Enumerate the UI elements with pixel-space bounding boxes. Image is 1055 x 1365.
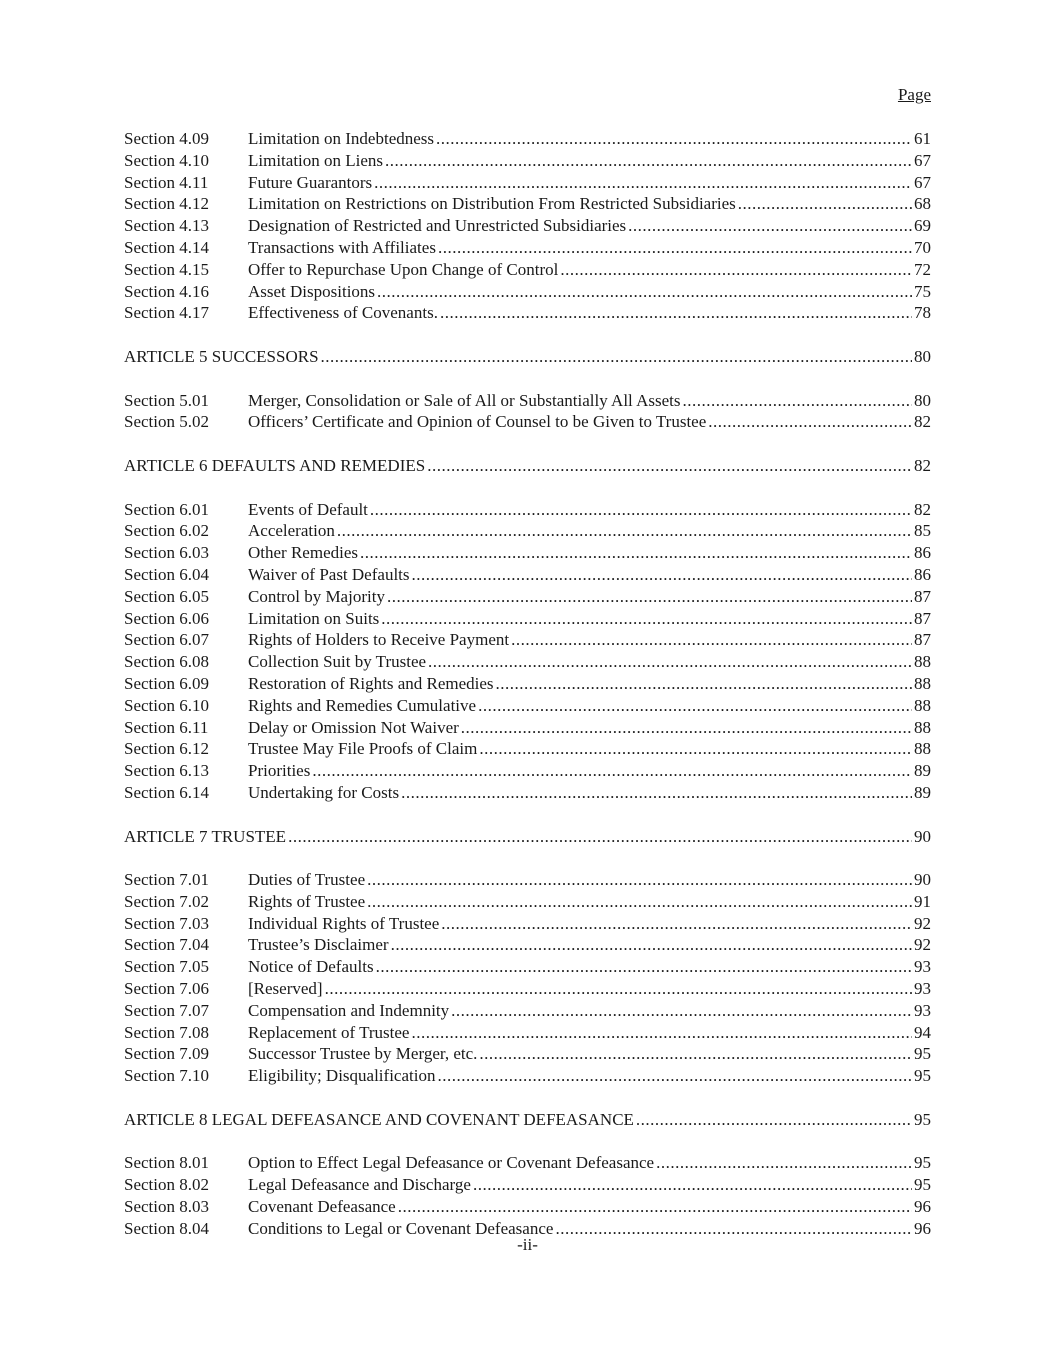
dot-leader — [496, 673, 912, 695]
section-number: Section 4.11 — [124, 172, 209, 192]
section-number: Section 8.02 — [124, 1175, 209, 1195]
dot-leader — [321, 346, 912, 368]
section-number: Section 7.03 — [124, 913, 209, 933]
dot-leader — [636, 1109, 912, 1131]
toc-section-row — [124, 978, 931, 1000]
toc-section-row — [124, 586, 931, 608]
dot-leader — [441, 913, 912, 935]
toc-section-row — [124, 1065, 931, 1087]
dot-leader — [401, 782, 912, 804]
page-number: -ii- — [517, 1235, 538, 1254]
toc-section-row — [124, 934, 931, 956]
page-column-header: Page — [897, 85, 931, 104]
section-number: Section 6.10 — [124, 695, 209, 715]
page-ref: 91 — [914, 891, 931, 911]
toc-section-row — [124, 782, 931, 804]
toc-section-row — [124, 1043, 931, 1065]
section-number: Section 5.02 — [124, 412, 209, 432]
section-number: Section 4.10 — [124, 150, 209, 170]
page-ref: 80 — [914, 346, 931, 366]
page-ref: 87 — [914, 630, 931, 650]
section-title: Future Guarantors — [248, 172, 373, 192]
section-number: Section 4.16 — [124, 281, 209, 301]
section-title: Undertaking for Costs — [248, 782, 400, 802]
section-title: Waiver of Past Defaults — [248, 564, 410, 584]
section-title: Delay or Omission Not Waiver — [248, 717, 459, 737]
section-title: Option to Effect Legal Defeasance or Covenant Defeasance — [248, 1153, 655, 1173]
dot-leader — [370, 499, 912, 521]
dot-leader — [374, 172, 912, 194]
toc-section-row — [124, 150, 931, 172]
toc-section-row — [124, 891, 931, 913]
toc-section-row — [124, 564, 931, 586]
page-ref: 80 — [914, 390, 931, 410]
toc-section-row — [124, 281, 931, 303]
section-number: Section 6.08 — [124, 652, 209, 672]
toc-section-row — [124, 760, 931, 782]
section-number: Section 6.03 — [124, 543, 209, 563]
section-title: Duties of Trustee — [248, 870, 366, 890]
section-title: Trustee May File Proofs of Claim — [248, 739, 478, 759]
toc-section-row — [124, 695, 931, 717]
section-number: Section 5.01 — [124, 390, 209, 410]
toc-section-row — [124, 738, 931, 760]
section-number: Section 4.17 — [124, 303, 209, 323]
dot-leader — [367, 869, 912, 891]
dot-leader — [560, 259, 912, 281]
section-number: Section 4.12 — [124, 194, 209, 214]
section-title: Limitation on Indebtedness — [248, 129, 435, 148]
section-number: Section 7.05 — [124, 957, 209, 977]
section-number: Section 8.01 — [124, 1153, 209, 1173]
article-title: ARTICLE 8 LEGAL DEFEASANCE AND COVENANT DEFEASANCE — [124, 1109, 634, 1129]
page-ref: 90 — [914, 870, 931, 890]
section-title: Designation of Restricted and Unrestricted Subsidiaries — [248, 216, 627, 236]
toc-section-row — [124, 717, 931, 739]
section-title: Acceleration — [248, 521, 335, 541]
page-ref: 82 — [914, 455, 931, 475]
page-ref: 93 — [914, 957, 931, 977]
article-title: ARTICLE 7 TRUSTEE — [124, 826, 287, 846]
dot-leader — [337, 520, 912, 542]
section-number: Section 6.06 — [124, 608, 209, 628]
toc-section-row — [124, 1022, 931, 1044]
page-ref: 67 — [914, 150, 931, 170]
section-number: Section 4.09 — [124, 129, 209, 148]
section-number: Section 6.13 — [124, 761, 209, 781]
toc-section-row — [124, 1000, 931, 1022]
section-number: Section 8.03 — [124, 1197, 209, 1217]
page-ref: 67 — [914, 172, 931, 192]
section-number: Section 7.04 — [124, 935, 209, 955]
dot-leader — [628, 215, 912, 237]
dot-leader — [391, 934, 912, 956]
section-number: Section 6.01 — [124, 499, 209, 519]
section-title: Merger, Consolidation or Sale of All or Substantially All Assets — [248, 390, 681, 410]
dot-leader — [398, 1196, 912, 1218]
section-title: Restoration of Rights and Remedies — [248, 673, 494, 693]
section-number: Section 6.07 — [124, 630, 209, 650]
toc-section-row — [124, 1174, 931, 1196]
section-number: Section 6.05 — [124, 586, 209, 606]
toc-section-row — [124, 608, 931, 630]
section-title: Replacement of Trustee — [248, 1022, 410, 1042]
toc-section-row — [124, 1196, 931, 1218]
section-title: Legal Defeasance and Discharge — [248, 1175, 471, 1195]
toc-section-row — [124, 259, 931, 281]
dot-leader — [438, 237, 912, 259]
section-title: Offer to Repurchase Upon Change of Control — [248, 259, 559, 279]
section-title: Collection Suit by Trustee — [248, 652, 427, 672]
section-title: Limitation on Suits — [248, 608, 380, 628]
dot-leader — [479, 738, 912, 760]
page-ref: 88 — [914, 717, 931, 737]
toc-section-row — [124, 499, 931, 521]
section-title: Priorities — [248, 761, 311, 781]
section-title: Other Remedies — [248, 543, 358, 563]
page-ref: 93 — [914, 1000, 931, 1020]
section-title: Trustee’s Disclaimer — [248, 935, 389, 955]
page-ref: 78 — [914, 303, 931, 323]
section-title: Transactions with Affiliates — [248, 237, 436, 257]
dot-leader — [451, 1000, 912, 1022]
dot-leader — [478, 695, 912, 717]
toc-section-row — [124, 411, 931, 433]
page-ref: 88 — [914, 673, 931, 693]
page-ref: 95 — [914, 1066, 931, 1086]
page-ref: 85 — [914, 521, 931, 541]
dot-leader — [511, 629, 912, 651]
toc-section-row — [124, 215, 931, 237]
dot-leader — [325, 978, 912, 1000]
dot-leader — [385, 150, 912, 172]
toc-section-row — [124, 956, 931, 978]
page-ref: 70 — [914, 237, 931, 257]
section-number: Section 6.02 — [124, 521, 209, 541]
toc-article-row — [124, 1109, 931, 1131]
dot-leader — [387, 586, 912, 608]
page-ref: 95 — [914, 1109, 931, 1129]
page-ref: 82 — [914, 499, 931, 519]
page-ref: 75 — [914, 281, 931, 301]
page-ref: 86 — [914, 543, 931, 563]
toc-section-row — [124, 1152, 931, 1174]
toc-section-row — [124, 237, 931, 259]
dot-leader — [427, 455, 912, 477]
page-ref: 95 — [914, 1175, 931, 1195]
article-title: ARTICLE 5 SUCCESSORS — [124, 346, 319, 366]
section-number: Section 6.04 — [124, 564, 209, 584]
section-number: Section 7.01 — [124, 870, 209, 890]
section-number: Section 4.13 — [124, 216, 209, 236]
section-number: Section 7.07 — [124, 1000, 209, 1020]
dot-leader — [412, 564, 913, 586]
section-title: Eligibility; Disqualification — [248, 1066, 436, 1086]
section-number: Section 6.11 — [124, 717, 209, 737]
toc-section-row — [124, 172, 931, 194]
page-ref: 88 — [914, 652, 931, 672]
dot-leader — [360, 542, 912, 564]
toc-section-row — [124, 913, 931, 935]
page-ref: 95 — [914, 1153, 931, 1173]
section-number: Section 7.10 — [124, 1066, 209, 1086]
dot-leader — [708, 411, 912, 433]
toc-section-row — [124, 520, 931, 542]
article-title: ARTICLE 6 DEFAULTS AND REMEDIES — [124, 455, 426, 475]
section-title: Conditions to Legal or Covenant Defeasance — [248, 1218, 554, 1238]
section-number: Section 7.06 — [124, 979, 209, 999]
toc-section-row — [124, 673, 931, 695]
page-ref: 72 — [914, 259, 931, 279]
section-title: Rights of Holders to Receive Payment — [248, 630, 510, 650]
toc-section-row — [124, 390, 931, 412]
dot-leader — [428, 651, 912, 673]
page-ref: 69 — [914, 216, 931, 236]
section-title: Rights and Remedies Cumulative — [248, 695, 477, 715]
toc-section-row — [124, 302, 931, 324]
dot-leader — [376, 956, 912, 978]
toc-section-row — [124, 128, 931, 150]
section-title: Compensation and Indemnity — [248, 1000, 450, 1020]
dot-leader — [436, 128, 912, 150]
toc-article-row — [124, 346, 931, 368]
dot-leader — [437, 1065, 912, 1087]
page-ref: 88 — [914, 695, 931, 715]
section-number: Section 7.08 — [124, 1022, 209, 1042]
page-ref: 95 — [914, 1044, 931, 1064]
dot-leader — [479, 1043, 912, 1065]
dot-leader — [288, 826, 912, 848]
section-title: Officers’ Certificate and Opinion of Counsel to be Given to Trustee — [248, 412, 707, 432]
section-number: Section 4.14 — [124, 237, 209, 257]
dot-leader — [367, 891, 912, 913]
section-number: Section 7.02 — [124, 891, 209, 911]
page-ref: 89 — [914, 782, 931, 802]
dot-leader — [473, 1174, 912, 1196]
section-title: Covenant Defeasance — [248, 1197, 396, 1217]
page-ref: 88 — [914, 739, 931, 759]
dot-leader — [461, 717, 912, 739]
dot-leader — [683, 390, 913, 412]
page-ref: 96 — [914, 1197, 931, 1217]
section-title: Control by Majority — [248, 586, 385, 606]
page-ref: 93 — [914, 979, 931, 999]
page-ref: 86 — [914, 564, 931, 584]
dot-leader — [656, 1152, 912, 1174]
toc-section-row — [124, 869, 931, 891]
toc-article-row — [124, 455, 931, 477]
page-ref: 94 — [914, 1022, 931, 1042]
section-number: Section 8.04 — [124, 1218, 209, 1238]
section-title: Limitation on Liens — [248, 150, 384, 170]
page-ref: 92 — [914, 913, 931, 933]
section-number: Section 6.12 — [124, 739, 209, 759]
section-title: Asset Dispositions — [248, 281, 376, 301]
section-title: Successor Trustee by Merger, etc. — [248, 1044, 478, 1064]
dot-leader — [738, 193, 912, 215]
toc-section-row — [124, 651, 931, 673]
section-title: Individual Rights of Trustee — [248, 913, 440, 933]
page-ref: 90 — [914, 826, 931, 846]
toc-article-row — [124, 826, 931, 848]
section-number: Section 6.09 — [124, 673, 209, 693]
page-ref: 82 — [914, 412, 931, 432]
dot-leader — [411, 1022, 912, 1044]
page-ref: 87 — [914, 608, 931, 628]
table-of-contents — [124, 128, 931, 1240]
section-number: Section 6.14 — [124, 782, 209, 802]
section-number: Section 7.09 — [124, 1044, 209, 1064]
toc-section-row — [124, 629, 931, 651]
dot-leader — [377, 281, 912, 303]
toc-section-row — [124, 193, 931, 215]
page-ref: 87 — [914, 586, 931, 606]
page-ref: 68 — [914, 194, 931, 214]
section-title: Rights of Trustee — [248, 891, 366, 911]
section-title: [Reserved] — [248, 979, 323, 999]
section-title: Events of Default — [248, 499, 368, 519]
page-ref: 89 — [914, 761, 931, 781]
section-title: Notice of Defaults — [248, 957, 374, 977]
toc-section-row — [124, 542, 931, 564]
section-number: Section 4.15 — [124, 259, 209, 279]
section-title: Effectiveness of Covenants. — [248, 303, 438, 323]
dot-leader — [381, 608, 912, 630]
dot-leader — [440, 302, 912, 324]
page-ref: 61 — [914, 129, 931, 148]
dot-leader — [312, 760, 912, 782]
page-ref: 92 — [914, 935, 931, 955]
section-title: Limitation on Restrictions on Distribution From Restricted Subsidiaries — [248, 194, 736, 214]
page-ref: 96 — [914, 1218, 931, 1238]
